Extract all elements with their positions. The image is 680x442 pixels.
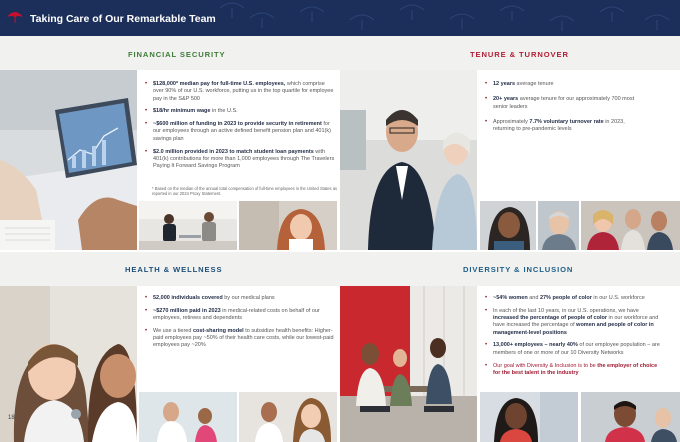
list-item-highlight: 7.7% voluntary turnover rate xyxy=(529,118,604,125)
list-item-text: in 2023, returning to pre-pandemic levels xyxy=(493,118,625,133)
woman-portrait-photo xyxy=(480,201,536,250)
list-item xyxy=(485,295,660,302)
list-item xyxy=(485,308,660,337)
list-item xyxy=(145,121,335,143)
list-item-text: which comprise over 90% of our U.S. workforce, putting us in the top quartile for employee pay in the S&P 500 xyxy=(153,81,334,102)
list-item xyxy=(145,81,335,103)
list-item-highlight: increased the percentage of people of color xyxy=(493,315,607,322)
list-item-highlight: 13,000+ employees – nearly 40% xyxy=(493,342,578,349)
list-item-highlight: 20+ years xyxy=(493,96,519,103)
list-item-highlight: ~54% women xyxy=(493,295,528,301)
list-item-highlight: 12 years xyxy=(493,81,516,87)
child-doctor-photo xyxy=(0,286,137,442)
list-item xyxy=(485,119,645,134)
list-item xyxy=(145,308,335,323)
list-item xyxy=(145,108,335,115)
older-man-photo xyxy=(538,201,579,250)
list-item-highlight: cost-sharing model xyxy=(192,327,244,334)
tenure-turnover-list xyxy=(485,81,645,139)
list-item-text: to subsidize health benefits: Higher-paid employees pay ~50% of their health care costs, while our lowest-paid employees pay ~20% xyxy=(153,327,334,349)
list-item-highlight: 52,000 individuals covered xyxy=(153,295,223,301)
list-item-prefix: We use a tiered xyxy=(153,327,193,334)
pay-footnote: * Based on the median of the annual total compensation of full-time employees in the United States as reported in our 2024 Proxy Statement. xyxy=(152,186,338,197)
list-item-highlight: the employer of choice for the best talent in the industry xyxy=(493,362,658,376)
umbrella-icon xyxy=(6,9,24,23)
financial-security-list xyxy=(145,81,335,176)
header-banner xyxy=(0,0,680,36)
list-item-connector: of our employee population – are members of one or more of our 10 Diversity Networks xyxy=(493,342,660,356)
list-item-highlight: $18/hr minimum wage xyxy=(153,108,211,115)
list-item xyxy=(485,363,660,378)
colleagues-at-screen-photo xyxy=(340,70,477,250)
list-item-prefix: Approximately xyxy=(493,118,530,125)
list-item xyxy=(145,295,335,302)
team-meeting-photo xyxy=(340,286,477,442)
group-colleagues-photo xyxy=(581,201,680,250)
list-item-prefix: Our goal with Diversity & Inclusion is to be xyxy=(493,362,598,369)
list-item-prefix: In each of the last 10 years, in our U.S. operations, we have xyxy=(493,307,639,314)
list-item-text: by our medical plans xyxy=(222,295,275,301)
health-wellness-list xyxy=(145,295,335,355)
list-item-highlight: $2.0 million provided in 2023 to match student loan payments xyxy=(153,148,314,155)
nurse-smiling-photo xyxy=(239,392,337,442)
list-item-connector: in our workforce and have increased the percentage of xyxy=(493,315,659,329)
office-meeting-photo xyxy=(139,201,237,250)
list-item xyxy=(485,342,660,357)
man-smiling-photo xyxy=(581,392,680,442)
tablet-chart-photo xyxy=(0,70,137,250)
list-item-text: with 401(k) contributions for more than 1,000 employees through The Travelers Paying It Forward Savings Program xyxy=(153,148,335,170)
list-item-highlight-secondary: 27% people of color xyxy=(539,295,592,301)
page-title: Taking Care of Our Remarkable Team xyxy=(30,13,216,25)
list-item-text: average tenure for our approximately 700 most senior leaders xyxy=(493,96,635,110)
list-item-text: average tenure xyxy=(515,81,554,87)
list-item-highlight: ~$270 million paid in 2023 xyxy=(153,307,221,314)
woman-office-photo xyxy=(480,392,578,442)
page-number: 18 xyxy=(8,415,15,421)
list-item xyxy=(145,149,335,171)
middle-section-band xyxy=(0,252,680,286)
diversity-inclusion-heading: DIVERSITY & INCLUSION xyxy=(463,265,574,274)
list-item-text: in the U.S. xyxy=(210,108,238,115)
diversity-inclusion-list xyxy=(485,295,660,383)
tenure-turnover-heading: TENURE & TURNOVER xyxy=(470,50,569,59)
financial-security-heading: FINANCIAL SECURITY xyxy=(128,50,226,59)
list-item xyxy=(485,96,645,111)
list-item-highlight: ~$600 million of funding in 2023 to provide security in retirement xyxy=(153,121,322,128)
smiling-woman-photo xyxy=(239,201,337,250)
list-item-text: in our U.S. workforce xyxy=(591,295,645,301)
list-item xyxy=(485,81,645,88)
health-wellness-heading: HEALTH & WELLNESS xyxy=(125,265,223,274)
list-item-highlight-secondary: women and people of color in management-level positions xyxy=(493,322,654,336)
doctor-child-photo xyxy=(139,392,237,442)
list-item xyxy=(145,328,335,350)
list-item-connector: and xyxy=(527,295,540,301)
list-item-text: in medical-related costs on behalf of our employees, retirees and dependents xyxy=(153,307,320,322)
top-section-band xyxy=(0,36,680,70)
list-item-highlight: $128,000* median pay for full-time U.S. employees, xyxy=(153,81,286,87)
list-item-text: for our employees through an active defined benefit pension plan and 401(k) savings plan xyxy=(153,121,331,142)
